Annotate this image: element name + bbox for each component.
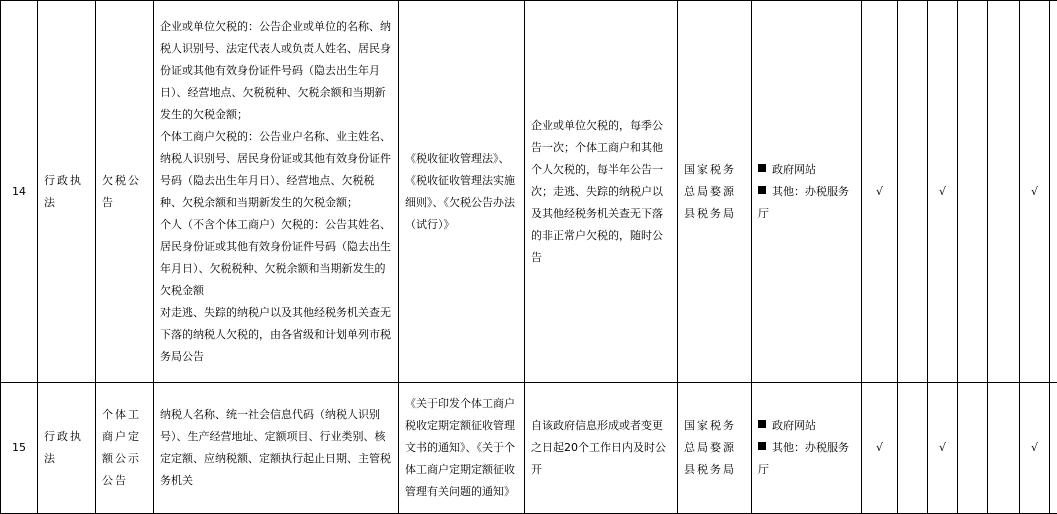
content-cell [154,1,399,383]
channel-item: 政府网站 [758,415,855,437]
channel-item: 其他：办税服务厅 [758,437,855,481]
content-paragraph: 个人（不含个体工商户）欠税的：公告其姓名、居民身份证或其他有效身份证件号码（隐去出生年月日）、欠税税种、欠税余额和当期新发生的欠税金额 [160,214,392,302]
check-mark: √ [862,1,898,383]
content-paragraph: 纳税人名称、统一社会信息代码（纳税人识别号）、生产经营地址、定额项目、行业类别、核定定额、应纳税额、定额执行起止日期、主管税务机关 [160,404,392,492]
check-mark [958,383,988,514]
check-mark: √ [928,383,958,514]
subject-cell: 国家税务总局婺源县税务局 [678,1,752,383]
check-mark [1050,1,1057,383]
check-mark: √ [928,1,958,383]
check-mark [898,383,928,514]
table-row [1,383,1057,514]
timing-cell: 自该政府信息形成或者变更之日起20个工作日内及时公开 [525,383,678,514]
table-row [1,1,1057,383]
check-mark [898,1,928,383]
subject-cell: 国家税务总局婺源县税务局 [678,383,752,514]
check-mark: √ [1020,383,1050,514]
check-mark [988,1,1020,383]
check-mark [1050,383,1057,514]
basis-cell: 《关于印发个体工商户税收定期定额征收管理文书的通知》、《关于个体工商户定期定额征收管理有关问题的通知》 [399,383,525,514]
square-bullet-icon [758,420,766,428]
timing-cell: 企业或单位欠税的，每季公告一次；个体工商户和其他个人欠税的，每半年公告一次；走逃、失踪的纳税户以及其他经税务机关查无下落的非正常户欠税的，随时公告 [525,1,678,383]
square-bullet-icon [758,164,766,172]
content-paragraph: 个体工商户欠税的：公告业户名称、业主姓名、纳税人识别号、居民身份证或其他有效身份证件号码（隐去出生年月日）、经营地点、欠税税种、欠税余额和当期新发生的欠税金额； [160,126,392,214]
channel-item: 政府网站 [758,159,855,181]
content-paragraph: 对走逃、失踪的纳税户以及其他经税务机关查无下落的纳税人欠税的，由各省级和计划单列市税务局公告 [160,302,392,368]
row-number: 15 [1,383,38,514]
basis-cell: 《税收征收管理法》、《税收征收管理法实施细则》、《欠税公告办法（试行）》 [399,1,525,383]
check-mark: √ [862,383,898,514]
check-mark [958,1,988,383]
category-cell: 行政执法 [38,1,96,383]
content-cell [154,383,399,514]
channel-item: 其他：办税服务厅 [758,181,855,225]
channel-cell [752,1,862,383]
item-cell: 欠税公告 [96,1,154,383]
square-bullet-icon [758,186,766,194]
item-cell: 个体工商户定额公示公告 [96,383,154,514]
category-cell: 行政执法 [38,383,96,514]
content-paragraph: 企业或单位欠税的：公告企业或单位的名称、纳税人识别号、法定代表人或负责人姓名、居民身份证或其他有效身份证件号码（隐去出生年月日）、经营地点、欠税税种、欠税余额和当期新发生的欠税金额； [160,16,392,126]
check-mark [988,383,1020,514]
row-number: 14 [1,1,38,383]
check-mark: √ [1020,1,1050,383]
channel-cell [752,383,862,514]
square-bullet-icon [758,442,766,450]
